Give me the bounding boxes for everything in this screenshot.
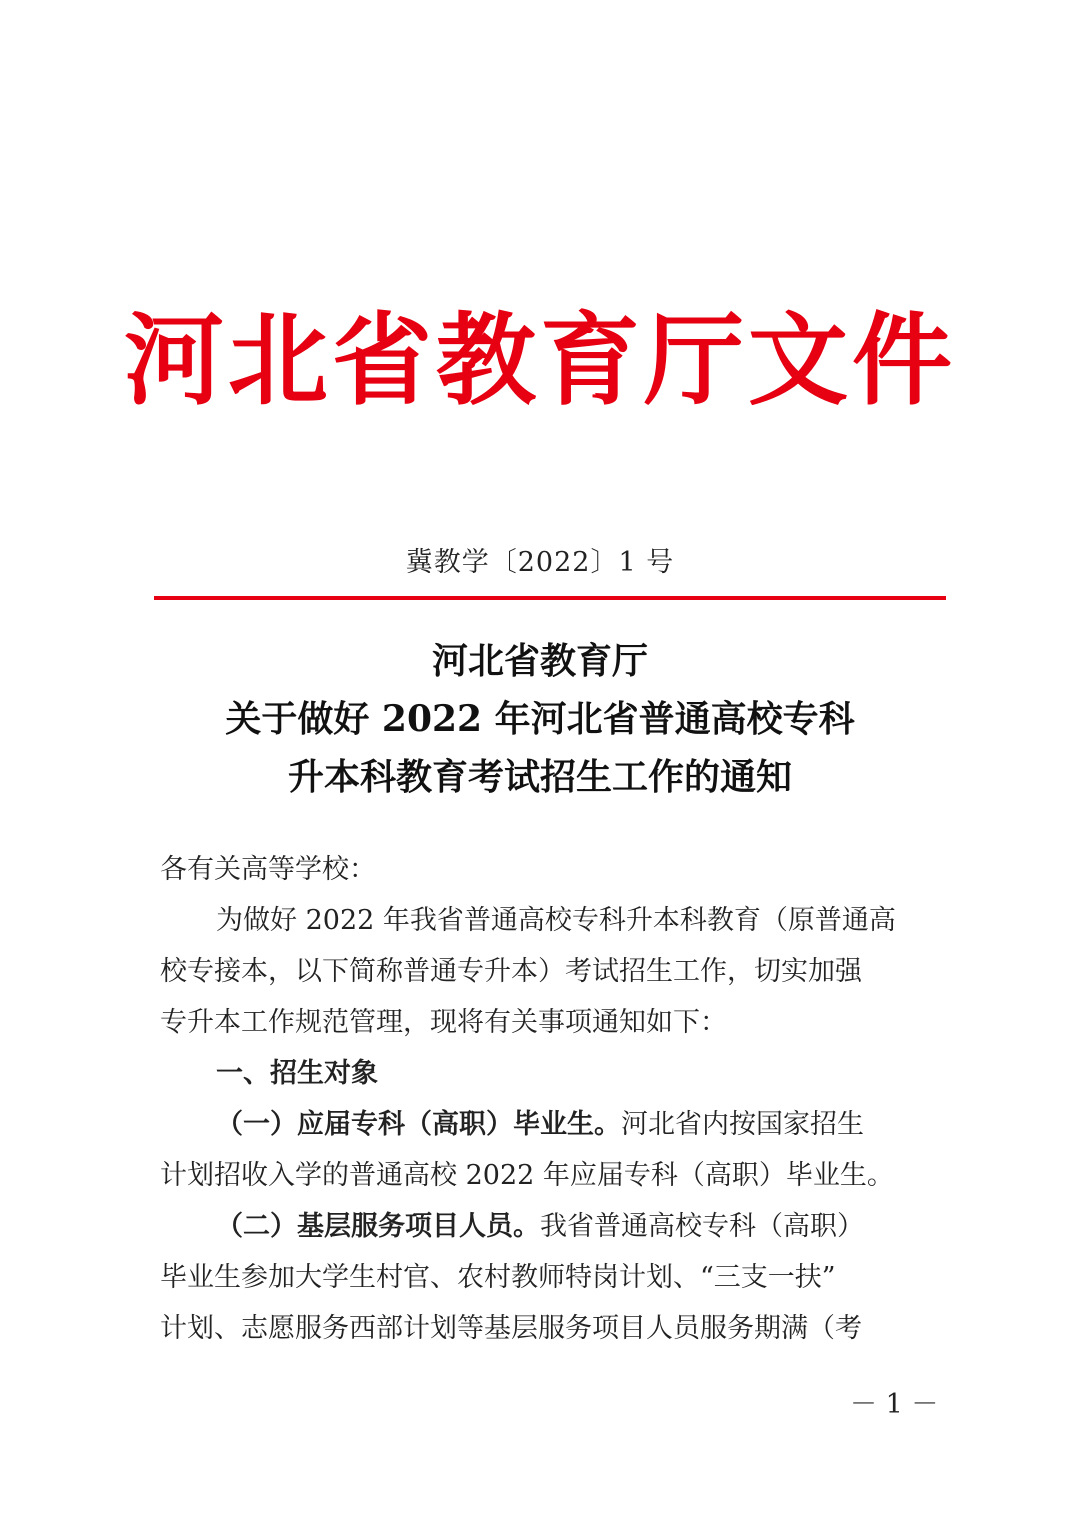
title-line-2: 关于做好 2022 年河北省普通高校专科: [225, 698, 855, 740]
item-2-line-2: 毕业生参加大学生村官、农村教师特岗计划、“三支一扶”: [160, 1262, 836, 1293]
intro-line-1: 为做好 2022 年我省普通高校专科升本科教育（原普通高: [216, 905, 896, 936]
page-number: － 1 －: [850, 1389, 939, 1420]
item-1-text: 河北省内按国家招生: [621, 1109, 864, 1140]
item-1-line-1: [216, 1105, 864, 1145]
item-1-line-2: 计划招收入学的普通高校 2022 年应届专科（高职）毕业生。: [160, 1160, 894, 1191]
title-line-1: 河北省教育厅: [431, 640, 648, 682]
item-2-line-3: 计划、志愿服务西部计划等基层服务项目人员服务期满（考: [160, 1313, 862, 1344]
item-1-heading: （一）应届专科（高职）毕业生。: [216, 1109, 621, 1140]
item-2-text: 我省普通高校专科（高职）: [540, 1211, 864, 1242]
masthead-title: 河北省教育厅文件: [124, 301, 956, 419]
intro-line-2: 校专接本，以下简称普通专升本）考试招生工作，切实加强: [160, 956, 862, 987]
notice-title: [100, 632, 980, 806]
section-heading: 一、招生对象: [216, 1058, 378, 1089]
title-line-3: 升本科教育考试招生工作的通知: [287, 756, 792, 798]
salutation: 各有关高等学校：: [160, 854, 376, 885]
item-2-line-1: [216, 1207, 864, 1247]
intro-line-3: 专升本工作规范管理，现将有关事项通知如下：: [160, 1007, 727, 1038]
item-2-heading: （二）基层服务项目人员。: [216, 1211, 540, 1242]
red-divider-line: [154, 596, 946, 600]
document-number: 冀教学〔2022〕1 号: [405, 547, 675, 578]
